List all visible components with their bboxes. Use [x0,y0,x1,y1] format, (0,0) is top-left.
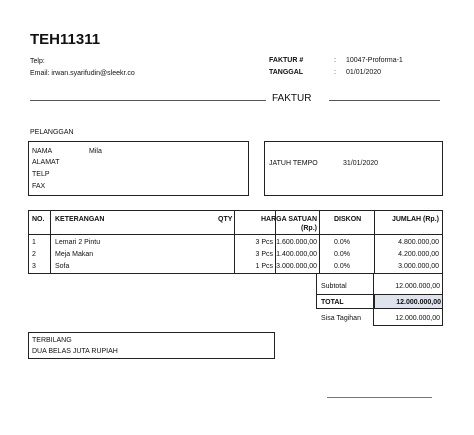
col-harga-line1: HARGA SATUAN [261,216,317,223]
company-email-row [30,69,135,78]
cell-keterangan: Lemari 2 Pintu [55,239,101,246]
cell-no: 3 [32,263,36,270]
sisa-label: Sisa Tagihan [321,315,361,322]
company-email-label: Email: [30,70,50,77]
col-diskon: DISKON [334,216,362,223]
due-label: JATUH TEMPO [269,160,318,167]
title-divider-right [329,100,440,101]
tanggal-sep: : [334,69,336,76]
customer-name-value: Mila [89,148,102,155]
cell-harga: 1.600.000,00 [276,239,317,246]
terbilang-box [28,332,275,359]
cell-diskon: 0.0% [334,251,350,258]
title-divider-left [30,100,266,101]
terbilang-value: DUA BELAS JUTA RUPIAH [32,348,118,355]
company-name: TEH11311 [30,31,101,48]
cell-diskon: 0.0% [334,239,350,246]
customer-heading: PELANGGAN [30,129,74,136]
customer-fax-label: FAX [32,183,46,190]
section-title: FAKTUR [272,93,312,104]
col-jumlah: JUMLAH (Rp.) [391,216,439,223]
customer-name-label: NAMA [32,148,53,155]
company-telp-label: Telp: [30,58,45,65]
col-harga-line2: (Rp.) [301,225,317,232]
due-box [264,141,443,196]
customer-box [28,141,249,196]
cell-qty: 3 Pcs [255,251,273,258]
cell-no: 2 [32,251,36,258]
totals-right-rule [442,274,443,326]
customer-telp-label: TELP [32,171,50,178]
terbilang-label: TERBILANG [32,337,72,344]
due-value: 31/01/2020 [343,160,379,167]
sisa-value: 12.000.000,00 [395,315,440,322]
subtotal-label: Subtotal [321,283,347,290]
cell-keterangan: Meja Makan [55,251,94,258]
cell-qty: 3 Pcs [255,239,273,246]
sisa-bottom-line [373,325,443,326]
cell-diskon: 0.0% [334,263,350,270]
col-keterangan: KETERANGAN [55,216,105,223]
tanggal-label: TANGGAL [269,69,304,76]
company-email: irwan.syarifudin@sleekr.co [51,70,135,77]
cell-jumlah: 3.000.000,00 [398,263,439,270]
col-no: NO. [32,216,45,223]
total-row [316,294,443,309]
cell-jumlah: 4.200.000,00 [398,251,439,258]
cell-no: 1 [32,239,36,246]
cell-keterangan: Sofa [55,263,70,270]
items-table [28,210,443,274]
customer-address-label: ALAMAT [32,159,60,166]
cell-harga: 1.400.000,00 [276,251,317,258]
tanggal-value: 01/01/2020 [346,69,382,76]
total-value: 12.000.000,00 [396,299,441,306]
cell-qty: 1 Pcs [255,263,273,270]
faktur-number-sep: : [334,57,336,64]
signature-line [327,397,432,398]
total-label: TOTAL [321,299,344,306]
faktur-number-label: FAKTUR # [269,57,304,64]
subtotal-value: 12.000.000,00 [395,283,440,290]
col-qty: QTY [218,216,233,223]
totals-left-rule [316,274,317,294]
cell-jumlah: 4.800.000,00 [398,239,439,246]
faktur-number-value: 10047-Proforma-1 [346,57,403,64]
cell-harga: 3.000.000,00 [276,263,317,270]
